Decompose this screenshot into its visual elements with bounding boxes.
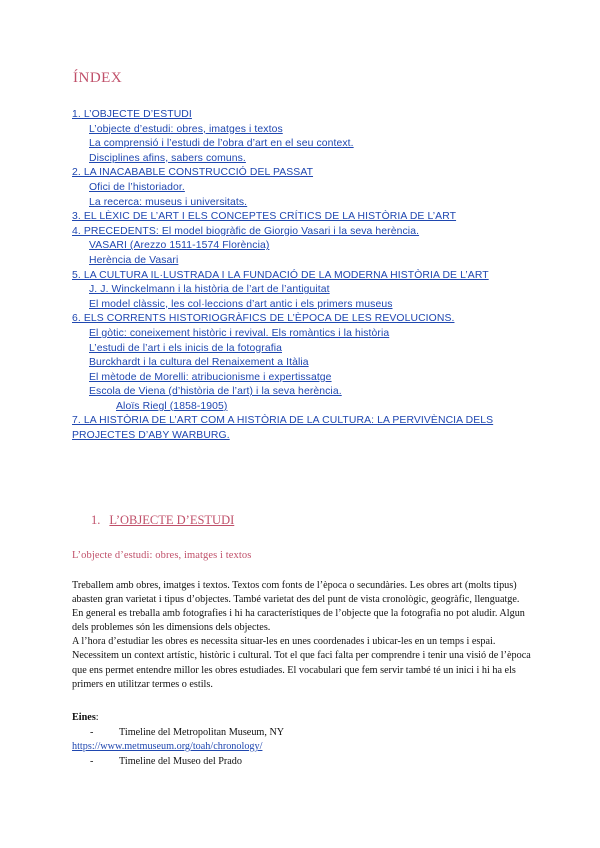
toc-item[interactable]: Aloïs Riegl (1858-1905) bbox=[116, 400, 228, 412]
toc-item[interactable]: 7. LA HISTÒRIA DE L’ART COM A HISTÒRIA DE LA CULTURA: LA PERVIVÈNCIA DELS PROJECTES D’ABY WARBURG. bbox=[72, 415, 494, 442]
subsection-heading: L’objecte d’estudi: obres, imatges i textos bbox=[72, 550, 252, 561]
toc-item[interactable]: Escola de Viena (d’història de l’art) i la seva herència. bbox=[89, 386, 342, 398]
section-title: L’OBJECTE D’ESTUDI bbox=[109, 513, 235, 527]
paragraph-1: Treballem amb obres, imatges i textos. Textos com fonts de l’època o secundàries. Les obres art (molts tipus) abasten gran varietat i tipus d’objectes. També varietat des del punt de vista cronològic, geogràfic, llenguatge. En general es treballa amb fotografies i hi ha característiques de l’objecte que la fotografia no pot aludir. Algun dels problemes són les dimensions dels objectes. bbox=[72, 580, 525, 634]
toc-item[interactable]: Burckhardt i la cultura del Renaixement a Itàlia bbox=[89, 357, 309, 369]
tools-label: Eines bbox=[72, 712, 96, 723]
toc-item[interactable]: La recerca: museus i universitats. bbox=[89, 196, 248, 208]
list-dash: - bbox=[90, 756, 94, 767]
section-number: 1. bbox=[91, 513, 101, 527]
toc-item[interactable]: L’estudi de l’art i els inicis de la fotografia bbox=[89, 342, 282, 354]
list-dash: - bbox=[90, 727, 94, 738]
toc-item[interactable]: J. J. Winckelmann i la història de l’art de l’antiguitat bbox=[89, 284, 330, 296]
toc-item[interactable]: Herència de Vasari bbox=[89, 254, 179, 266]
toc-item[interactable]: Disciplines afins, sabers comuns. bbox=[89, 152, 246, 164]
table-of-contents bbox=[72, 108, 542, 444]
list-item bbox=[90, 756, 242, 767]
toc-item[interactable]: 4. PRECEDENTS: El model biogràfic de Giorgio Vasari i la seva herència. bbox=[72, 225, 420, 237]
toc-item[interactable]: El model clàssic, les col·leccions d’art antic i els primers museus bbox=[89, 298, 393, 310]
toc-item[interactable]: 3. EL LÈXIC DE L’ART I ELS CONCEPTES CRÍTICS DE LA HISTÒRIA DE L’ART bbox=[72, 211, 457, 223]
tools-colon: : bbox=[95, 712, 99, 723]
section-heading bbox=[91, 513, 234, 528]
list-item-text: Timeline del Museo del Prado bbox=[119, 756, 242, 767]
list-item-text: Timeline del Metropolitan Museum, NY bbox=[119, 727, 285, 738]
tools-label-line bbox=[72, 712, 99, 723]
toc-item[interactable]: Ofici de l’historiador. bbox=[89, 181, 185, 193]
toc-item[interactable]: 5. LA CULTURA IL·LUSTRADA I LA FUNDACIÓ DE LA MODERNA HISTÒRIA DE L’ART bbox=[72, 269, 489, 281]
metmuseum-link[interactable]: https://www.metmuseum.org/toah/chronology/ bbox=[72, 741, 263, 752]
index-title: ÍNDEX bbox=[73, 70, 123, 86]
toc-item[interactable]: L’objecte d’estudi: obres, imatges i textos bbox=[89, 123, 283, 135]
toc-item[interactable]: El mètode de Morelli: atribucionisme i expertissatge bbox=[89, 371, 332, 383]
body-paragraph bbox=[72, 579, 532, 692]
list-item bbox=[90, 727, 284, 738]
toc-item[interactable]: La comprensió i l’estudi de l’obra d’art en el seu context. bbox=[89, 138, 354, 150]
toc-item[interactable]: 6. ELS CORRENTS HISTORIOGRÀFICS DE L’ÈPOCA DE LES REVOLUCIONS. bbox=[72, 313, 455, 325]
toc-item[interactable]: VASARI (Arezzo 1511-1574 Florència) bbox=[89, 240, 270, 252]
toc-item[interactable]: El gòtic: coneixement històric i revival. Els romàntics i la història bbox=[89, 327, 390, 339]
paragraph-2: A l’hora d’estudiar les obres es necessita situar-les en unes coordenades i ubicar-les en un temps i espai. Necessitem un context artístic, històric i cultural. Tot el que faci falta per comprendre i tenir una visió de l’època que ens permet entendre millor les obres estudiades. El vocabulari que fem servir també té un inici i hi ha els primers en utilitzar termes o estils. bbox=[72, 636, 531, 690]
toc-item[interactable]: 2. LA INACABABLE CONSTRUCCIÓ DEL PASSAT bbox=[72, 167, 314, 179]
toc-item[interactable]: 1. L’OBJECTE D’ESTUDI bbox=[72, 109, 192, 120]
